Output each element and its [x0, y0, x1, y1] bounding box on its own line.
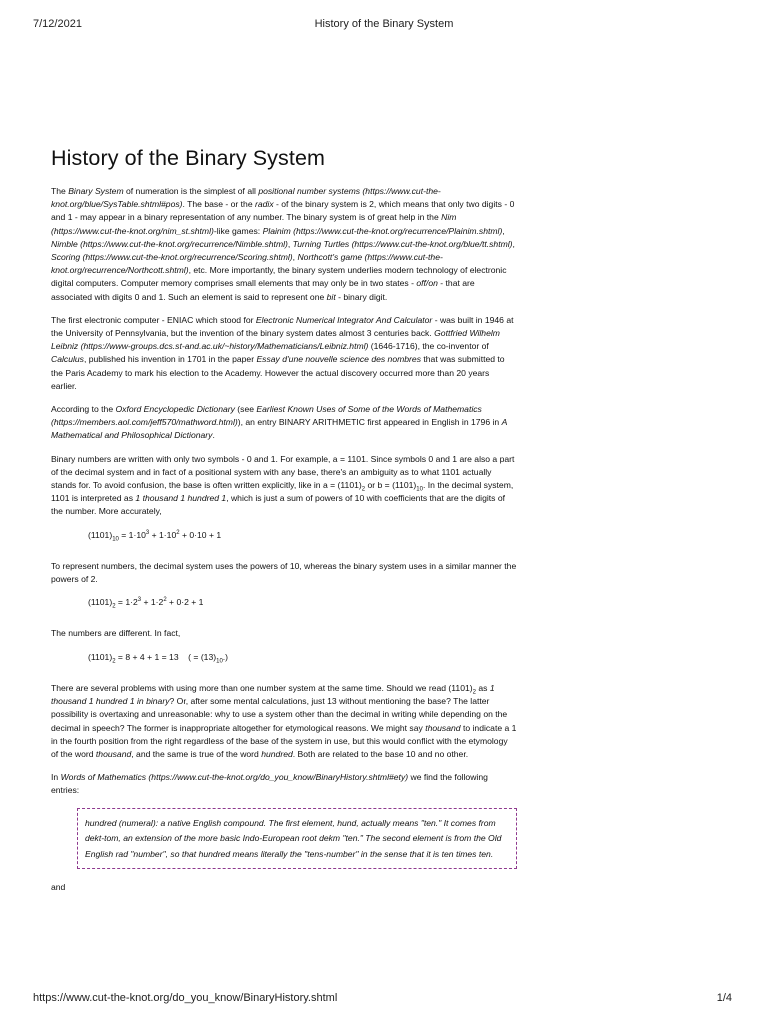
page-title: History of the Binary System: [51, 146, 326, 170]
link-words-of-mathematics[interactable]: Words of Mathematics (https://www.cut-the-knot.org/do_you_know/BinaryHistory.shtml#ety): [60, 772, 409, 783]
paragraph-binary-numbers: Binary numbers are written with only two symbols - 0 and 1. For example, a = 1101. Since symbols 0 and 1 are also a part of the decimal system and in fact of a positional system with any base, there's an ambiguity as to what 1101 actually stands for. To avoid confusion, the base is often written explicitly, like in $a = (1101)_2$ or $b = (1101)_{10}$. In the decimal system, 1101 is interpreted as 1 thousand 1 hundred 1, which is just a sum of powers of 10 with coefficients that are the digits of the number. More accurately,: [51, 453, 515, 517]
link-plainim[interactable]: Plainim (https://www.cut-the-knot.org/recurrence/Plainim.shtml): [262, 225, 503, 236]
equation-decimal: $(1101)_{10} = 1\cdot 10^3 + 1\cdot 10^2 + 0\cdot 10 + 1$: [88, 529, 222, 543]
paragraph-powers: To represent numbers, the decimal system uses the powers of 10, whereas the binary system uses in a similar manner the powers of 2.: [51, 560, 517, 585]
link-scoring[interactable]: Scoring (https://www.cut-the-knot.org/recurrence/Scoring.shtml): [51, 252, 293, 263]
paragraph-oxford: According to the Oxford Encyclopedic Dictionary (see Earliest Known Uses of Some of the Words of Mathematics (https://members.aol.com/jeff570/mathword.html)), an entry BINARY ARITHMETIC first appeared in English in 1796 in A Mathematical and Philosophical Dictionary.: [51, 404, 507, 441]
print-page-title: History of the Binary System: [314, 18, 454, 30]
link-nimble[interactable]: Nimble (https://www.cut-the-knot.org/recurrence/Nimble.shtml): [51, 238, 288, 249]
link-turning-turtles[interactable]: Turning Turtles (https://www.cut-the-knot.org/blue/tt.shtml): [292, 238, 513, 249]
equation-sum: $(1101)_2 = 8 + 4 + 1 = 13$ ( = $(13)_{10}$.): [88, 651, 229, 665]
link-northcotts-game[interactable]: Northcott's game (https://www.cut-the-knot.org/recurrence/Northcott.shtml): [51, 252, 443, 276]
print-page-number: 1/4: [716, 992, 732, 1004]
print-url: https://www.cut-the-knot.org/do_you_know/BinaryHistory.shtml: [33, 992, 338, 1004]
paragraph-words-of-mathematics: In Words of Mathematics (https://www.cut-the-knot.org/do_you_know/BinaryHistory.shtml#ety) we find the following entries:: [51, 772, 488, 796]
print-date: 7/12/2021: [33, 18, 82, 30]
paragraph-intro: The Binary System of numeration is the simplest of all positional number systems (https://www.cut-the-knot.org/blue/SysTable.shtml#pos). The base - or the radix - of the binary system is 2, which means that only two digits - 0 and 1 - may appear in a binary representation of any number. The binary system is of great help in the Nim (https://www.cut-the-knot.org/nim_st.shtml)-like games: Plainim (https://www.cut-the-knot.org/recurrence/Plainim.shtml), Nimble (https://www.cut-the-knot.org/recurrence/Nimble.shtml), Turning Turtles (https://www.cut-the-knot.org/blue/tt.shtml), Scoring (https://www.cut-the-knot.org/recurrence/Scoring.shtml), Northcott's game (https://www.cut-the-knot.org/recurrence/Northcott.shtml), etc. More importantly, the binary system underlies modern technology of electronic digital computers. Computer memory comprises small elements that may only be in two states - off/on - that are associated with digits 0 and 1. Such an element is said to represent one bit - binary digit.: [51, 186, 515, 302]
paragraph-eniac: The first electronic computer - ENIAC which stood for Electronic Numerical Integrator And Calculator - was built in 1946 at the University of Pennsylvania, but the invention of the binary system dates almost 3 centuries back. Gottfried Wilhelm Leibniz (https://www-groups.dcs.st-and.ac.uk/~history/Mathematicians/Leibniz.html) (1646-1716), the co-inventor of Calculus, published his invention in 1701 in the paper Essay d'une nouvelle science des nombres that was submitted to the Paris Academy to mark his election to the Academy. However the actual discovery occurred more than 20 years earlier.: [51, 314, 514, 391]
link-positional-number-systems[interactable]: positional number systems (https://www.cut-the-knot.org/blue/SysTable.shtml#pos): [51, 186, 441, 210]
link-nim[interactable]: Nim (https://www.cut-the-knot.org/nim_st.shtml): [51, 212, 457, 236]
paragraph-and: and: [51, 882, 66, 893]
paragraph-different: The numbers are different. In fact,: [51, 628, 181, 639]
link-leibniz[interactable]: Gottfried Wilhelm Leibniz (https://www-groups.dcs.st-and.ac.uk/~history/Mathematicians/Leibniz.html): [51, 328, 500, 352]
paragraph-problems: There are several problems with using more than one number system at the same time. Should we read $(1101)_2$ as 1 thousand 1 hundred 1 in binary? Or, after some mental calculations, just 13 without mentioning the base? The latter possibility is overtaxing and unreasonable: why to use a system other than the decimal in writing while depending on the decimal in speech? The former is inappropriate altogether for etymological reasons. We might say thousand to indicate a 1 in the fourth position from the right regardless of the base of the system in use, but this would conflict with the etymology of the word thousand, and the same is true of the word hundred. Both are related to the base 10 and no other.: [51, 682, 517, 759]
equation-binary: $(1101)_2 = 1\cdot 2^3 + 1\cdot 2^2 + 0\cdot 2 + 1$: [88, 597, 204, 610]
link-earliest-known-uses[interactable]: Earliest Known Uses of Some of the Words of Mathematics (https://members.aol.com/jeff570/mathword.html): [51, 404, 482, 428]
article: [51, 146, 517, 904]
quote-hundred: hundred (numeral): a native English compound. The first element, hund, actually means "ten." It comes from dekt-tom, an extension of the more basic Indo-European root dekm "ten." The second element is from the Old English rad "number", so that hundred means literally the "tens-number" in the sense that it is ten times ten.: [77, 808, 517, 870]
